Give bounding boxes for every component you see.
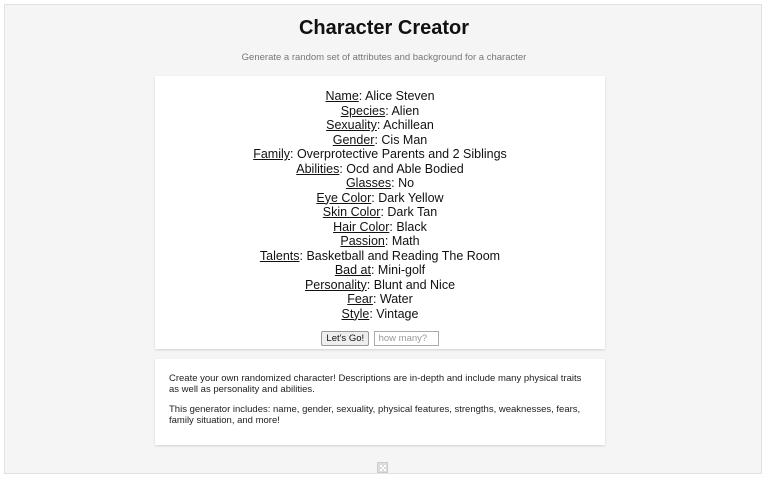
attribute-value: Alien — [391, 103, 420, 118]
attribute-label: Passion — [340, 234, 385, 248]
lets-go-button[interactable]: Let's Go! — [321, 331, 369, 346]
attribute-separator: : — [369, 306, 377, 321]
attribute-row — [155, 176, 605, 191]
description-intro: Create your own randomized character! Descriptions are in-depth and include many physical traits as well as personality and abilities. — [169, 373, 582, 395]
attribute-label: Hair Color — [333, 219, 390, 234]
attribute-row — [155, 162, 605, 177]
attribute-label: Style — [341, 306, 370, 321]
description-includes: This generator includes: name, gender, sexuality, physical features, strengths, weaknesses, fears, family situation, and more! — [169, 404, 581, 426]
attribute-value: Black — [396, 219, 427, 234]
attribute-label: Glasses — [345, 176, 392, 190]
how-many-input[interactable] — [374, 331, 439, 346]
page-subtitle: Generate a random set of attributes and background for a character — [241, 52, 527, 63]
attribute-label: Species — [340, 103, 386, 118]
attribute-row — [155, 292, 605, 307]
attribute-separator: : — [380, 205, 388, 219]
character-card — [155, 76, 605, 349]
attribute-value: Dark Yellow — [378, 190, 444, 205]
attribute-label: Fear — [347, 292, 373, 306]
attribute-label: Talents — [259, 248, 300, 263]
attribute-row — [155, 104, 605, 119]
attribute-value: Vintage — [376, 306, 419, 321]
attribute-row — [155, 249, 605, 264]
attribute-row — [155, 89, 605, 104]
attribute-label: Name — [325, 89, 359, 103]
attribute-separator: : — [358, 89, 366, 103]
attribute-separator: : — [290, 147, 297, 161]
description-card — [155, 359, 605, 445]
attribute-separator: : — [366, 277, 374, 292]
attribute-row — [155, 205, 605, 220]
attribute-row — [155, 118, 605, 133]
attribute-row — [155, 191, 605, 206]
attribute-value: Achillean — [383, 118, 434, 132]
attribute-separator: : — [339, 161, 347, 176]
attribute-separator: : — [389, 219, 397, 234]
attribute-row — [155, 307, 605, 322]
attribute-separator: : — [391, 176, 399, 190]
attribute-value: Math — [391, 234, 420, 248]
attribute-separator: : — [384, 234, 392, 248]
attribute-separator: : — [299, 248, 307, 263]
attribute-separator: : — [372, 292, 380, 306]
attribute-row — [155, 263, 605, 278]
attribute-value: Water — [379, 292, 413, 306]
dice-icon[interactable] — [377, 462, 388, 473]
generator-controls — [155, 330, 605, 348]
attribute-separator: : — [371, 190, 379, 205]
attribute-value: Overprotective Parents and 2 Siblings — [296, 147, 507, 161]
attribute-label: Abilities — [296, 161, 340, 176]
attribute-separator: : — [376, 118, 384, 132]
attribute-value: Dark Tan — [387, 205, 438, 219]
attribute-label: Family — [253, 147, 290, 161]
page-title: Character Creator — [298, 17, 470, 39]
attribute-value: Mini-golf — [377, 263, 426, 277]
attribute-row — [155, 278, 605, 293]
attribute-label: Skin Color — [322, 205, 381, 219]
attribute-separator: : — [385, 103, 392, 118]
attribute-row — [155, 234, 605, 249]
attribute-value: Blunt and Nice — [373, 277, 456, 292]
attribute-value: Cis Man — [381, 132, 428, 147]
attribute-row — [155, 147, 605, 162]
attribute-label: Gender — [332, 132, 375, 147]
attribute-label: Eye Color — [316, 190, 372, 205]
attribute-value: Ocd and Able Bodied — [346, 161, 464, 176]
attribute-label: Bad at — [334, 263, 371, 277]
attribute-value: No — [398, 176, 415, 190]
attribute-value: Basketball and Reading The Room — [306, 248, 501, 263]
attribute-row — [155, 133, 605, 148]
attribute-list — [155, 89, 605, 321]
attribute-label: Sexuality — [326, 118, 377, 132]
attribute-row — [155, 220, 605, 235]
attribute-label: Personality — [304, 277, 367, 292]
attribute-separator: : — [370, 263, 378, 277]
attribute-value: Alice Steven — [365, 89, 435, 103]
attribute-separator: : — [374, 132, 382, 147]
